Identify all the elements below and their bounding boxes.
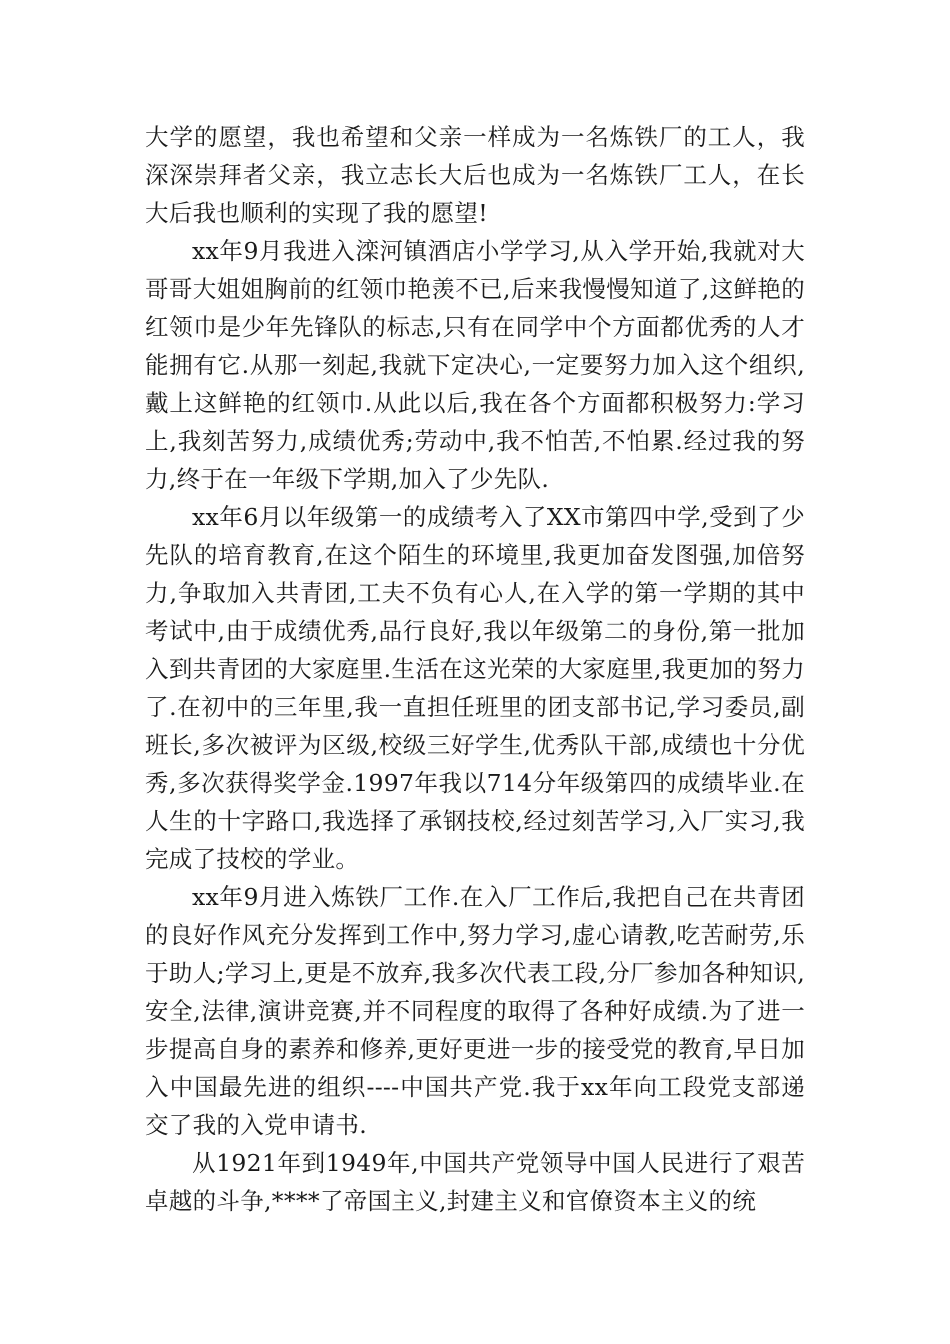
document-body [145, 118, 805, 1220]
paragraph-work: xx年9月进入炼铁厂工作.在入厂工作后,我把自己在共青团的良好作风充分发挥到工作中,努力学习,虚心请教,吃苦耐劳,乐于助人;学习上,更是不放弃,我多次代表工段,分厂参加各种知识,安全,法律,演讲竞赛,并不同程度的取得了各种好成绩.为了进一步提高自身的素养和修养,更好更进一步的接受党的教育,早日加入中国最先进的组织----中国共产党.我于xx年向工段党支部递交了我的入党申请书. [145, 883, 805, 1139]
paragraph-party-history: 从1921年到1949年,中国共产党领导中国人民进行了艰苦卓越的斗争,****了帝国主义,封建主义和官僚资本主义的统 [145, 1149, 805, 1215]
paragraph-continuation: 大学的愿望，我也希望和父亲一样成为一名炼铁厂的工人，我深深崇拜者父亲，我立志长大后也成为一名炼铁厂工人，在长大后我也顺利的实现了我的愿望! [145, 123, 805, 227]
paragraph-primary-school: xx年9月我进入滦河镇酒店小学学习,从入学开始,我就对大哥哥大姐姐胸前的红领巾艳羡不已,后来我慢慢知道了,这鲜艳的红领巾是少年先锋队的标志,只有在同学中个方面都优秀的人才能拥有它.从那一刻起,我就下定决心,一定要努力加入这个组织,戴上这鲜艳的红领巾.从此以后,我在各个方面都积极努力:学习上,我刻苦努力,成绩优秀;劳动中,我不怕苦,不怕累.经过我的努力,终于在一年级下学期,加入了少先队. [145, 237, 805, 493]
paragraph-middle-school: xx年6月以年级第一的成绩考入了XX市第四中学,受到了少先队的培育教育,在这个陌生的环境里,我更加奋发图强,加倍努力,争取加入共青团,工夫不负有心人,在入学的第一学期的其中考试中,由于成绩优秀,品行良好,我以年级第二的身份,第一批加入到共青团的大家庭里.生活在这光荣的大家庭里,我更加的努力了.在初中的三年里,我一直担任班里的团支部书记,学习委员,副班长,多次被评为区级,校级三好学生,优秀队干部,成绩也十分优秀,多次获得奖学金.1997年我以714分年级第四的成绩毕业.在人生的十字路口,我选择了承钢技校,经过刻苦学习,入厂实习,我完成了技校的学业。 [145, 503, 805, 873]
